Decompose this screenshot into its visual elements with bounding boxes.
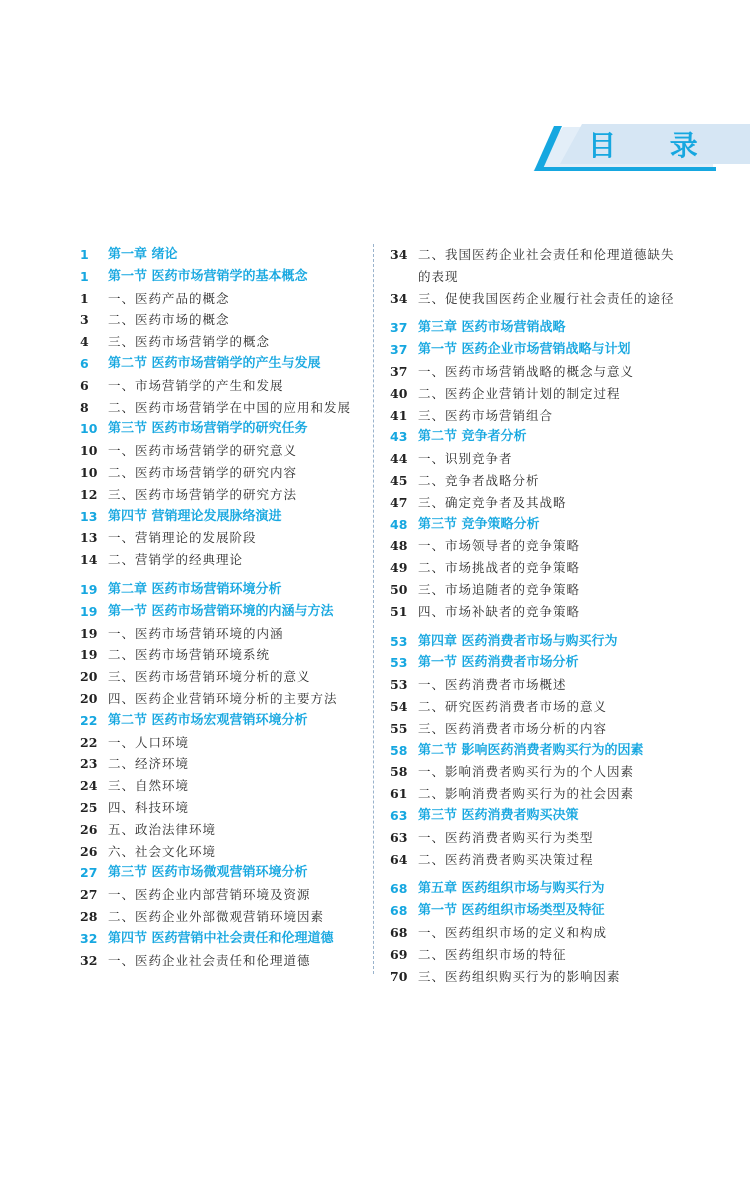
toc-entry-title: 四、医药企业营销环境分析的主要方法 — [108, 690, 338, 706]
toc-entry-title: 三、医药组织购买行为的影响因素 — [418, 968, 621, 984]
toc-chapter-row — [80, 579, 365, 601]
toc-section-row — [80, 862, 365, 884]
toc-page-number: 48 — [390, 516, 408, 532]
toc-entry-title: 三、医药消费者市场分析的内容 — [418, 720, 608, 736]
toc-item-row — [80, 484, 365, 506]
toc-item-row — [390, 922, 680, 944]
toc-page-number: 20 — [80, 669, 98, 685]
toc-page-number: 27 — [80, 865, 98, 881]
toc-entry-title: 二、营销学的经典理论 — [108, 552, 244, 568]
column-divider — [373, 244, 374, 974]
toc-item-row — [80, 884, 365, 906]
toc-entry-title: 一、医药组织市场的定义和构成 — [418, 924, 608, 940]
toc-entry-title: 三、自然环境 — [108, 778, 190, 794]
toc-page-number: 61 — [390, 786, 408, 802]
toc-page-number: 3 — [80, 312, 89, 328]
toc-item-row — [80, 906, 365, 928]
toc-page-number: 58 — [390, 764, 408, 780]
toc-page-number: 43 — [390, 429, 408, 445]
toc-page-number: 68 — [390, 903, 408, 919]
toc-item-row — [80, 527, 365, 549]
toc-section-row — [390, 339, 680, 361]
toc-item-row — [390, 696, 680, 718]
toc-entry-title: 三、医药市场营销环境分析的意义 — [108, 669, 311, 685]
toc-entry-title: 二、医药市场营销学的研究内容 — [108, 464, 298, 480]
page-title: 目 录 — [588, 129, 720, 162]
toc-entry-title: 第三节 竞争策略分析 — [418, 516, 540, 532]
toc-item-row — [80, 331, 365, 353]
toc-page-number: 23 — [80, 756, 98, 772]
toc-page-number: 24 — [80, 778, 98, 794]
toc-page-number: 22 — [80, 734, 98, 750]
toc-page-number: 34 — [390, 247, 408, 262]
toc-item-row — [80, 623, 365, 645]
toc-item-row — [390, 783, 680, 805]
toc-page-number: 10 — [80, 421, 98, 437]
toc-entry-title: 第一节 医药企业市场营销战略与计划 — [418, 342, 631, 358]
toc-page-number: 13 — [80, 530, 98, 546]
toc-entry-title: 三、促使我国医药企业履行社会责任的途径 — [418, 290, 675, 306]
toc-chapter-row — [390, 878, 680, 900]
toc-item-row — [390, 718, 680, 740]
toc-page-number: 10 — [80, 464, 98, 480]
toc-page-number: 45 — [390, 472, 408, 488]
toc-page-number: 48 — [390, 538, 408, 554]
toc-entry-title: 第四章 医药消费者市场与购买行为 — [418, 633, 618, 649]
toc-page-number: 53 — [390, 633, 408, 649]
toc-page-number: 50 — [390, 581, 408, 597]
toc-item-row — [390, 405, 680, 427]
toc-section-row — [80, 266, 365, 288]
toc-page-number: 63 — [390, 829, 408, 845]
toc-entry-title: 二、医药市场营销环境系统 — [108, 647, 271, 663]
toc-section-row — [390, 426, 680, 448]
toc-item-row — [80, 644, 365, 666]
toc-item-row — [80, 732, 365, 754]
toc-entry-title: 二、研究医药消费者市场的意义 — [418, 698, 608, 714]
toc-page-number: 53 — [390, 655, 408, 671]
toc-entry-title: 二、影响消费者购买行为的社会因素 — [418, 786, 635, 802]
toc-entry-title: 一、医药产品的概念 — [108, 290, 230, 306]
toc-entry-title: 第三章 医药市场营销战略 — [418, 320, 566, 336]
toc-entry-title: 第二节 竞争者分析 — [418, 429, 527, 445]
toc-page-number: 69 — [390, 946, 408, 962]
toc-entry-title: 第一节 医药市场营销环境的内涵与方法 — [108, 603, 334, 619]
toc-section-row — [80, 506, 365, 528]
toc-item-row — [390, 579, 680, 601]
toc-entry-title: 二、医药企业营销计划的制定过程 — [418, 385, 621, 401]
toc-page-number: 32 — [80, 930, 98, 946]
toc-item-row — [390, 448, 680, 470]
toc-section-row — [80, 928, 365, 950]
toc-column-left — [80, 244, 365, 971]
toc-item-row — [390, 470, 680, 492]
toc-page-number: 25 — [80, 799, 98, 815]
toc-section-row — [390, 514, 680, 536]
toc-item-row — [390, 492, 680, 514]
toc-page-number: 49 — [390, 560, 408, 576]
toc-entry-title: 一、医药消费者购买行为类型 — [418, 829, 594, 845]
toc-entry-title: 一、医药市场营销学的研究意义 — [108, 443, 298, 459]
toc-item-row — [80, 462, 365, 484]
toc-item-row — [390, 944, 680, 966]
toc-entry-title: 一、影响消费者购买行为的个人因素 — [418, 764, 635, 780]
toc-item-row — [80, 841, 365, 863]
toc-chapter-row — [80, 244, 365, 266]
toc-page-number: 68 — [390, 881, 408, 897]
toc-entry-title: 三、市场追随者的竞争策略 — [418, 581, 581, 597]
toc-entry-title: 第一节 医药消费者市场分析 — [418, 655, 579, 671]
toc-entry-title: 二、医药市场的概念 — [108, 312, 230, 328]
toc-entry-title: 第五章 医药组织市场与购买行为 — [418, 881, 605, 897]
toc-entry-title: 六、社会文化环境 — [108, 843, 217, 859]
toc-section-row — [80, 418, 365, 440]
toc-page-number: 47 — [390, 494, 408, 510]
toc-entry-title: 一、医药企业内部营销环境及资源 — [108, 887, 311, 903]
toc-item-row — [80, 440, 365, 462]
toc-page-number: 37 — [390, 342, 408, 358]
toc-item-row — [80, 950, 365, 972]
toc-entry-title: 第一节 医药市场营销学的基本概念 — [108, 268, 308, 284]
toc-entry-title: 第一章 绪论 — [108, 247, 178, 262]
toc-item-row — [80, 375, 365, 397]
toc-item-row — [80, 666, 365, 688]
toc-entry-title: 一、营销理论的发展阶段 — [108, 530, 257, 546]
toc-page-number: 41 — [390, 407, 408, 423]
toc-item-row — [80, 775, 365, 797]
toc-entry-title: 二、医药消费者购买决策过程 — [418, 851, 594, 867]
toc-page-number: 1 — [80, 290, 89, 306]
toc-entry-title: 第三节 医药市场营销学的研究任务 — [108, 421, 308, 437]
toc-entry-title: 第二节 医药市场营销学的产生与发展 — [108, 355, 321, 371]
toc-section-row — [80, 601, 365, 623]
toc-entry-title: 一、医药企业社会责任和伦理道德 — [108, 952, 311, 968]
toc-item-row — [80, 688, 365, 710]
toc-item-row — [390, 849, 680, 871]
toc-page-number: 12 — [80, 486, 98, 502]
toc-entry-title: 五、政治法律环境 — [108, 821, 217, 837]
toc-section-row — [390, 740, 680, 762]
toc-column-right — [390, 244, 680, 987]
toc-page-number: 20 — [80, 690, 98, 706]
toc-item-row — [390, 761, 680, 783]
toc-entry-title: 三、医药市场营销组合 — [418, 407, 554, 423]
toc-entry-title: 一、人口环境 — [108, 734, 190, 750]
toc-entry-title: 三、医药市场营销学的概念 — [108, 334, 271, 350]
toc-page-number: 44 — [390, 451, 408, 467]
toc-page-number: 10 — [80, 443, 98, 459]
toc-chapter-row — [390, 631, 680, 653]
toc-section-row — [80, 353, 365, 375]
toc-entry-title: 第三节 医药市场微观营销环境分析 — [108, 865, 308, 881]
toc-entry-title: 第四节 营销理论发展脉络演进 — [108, 508, 282, 524]
toc-entry-title: 二、医药企业外部微观营销环境因素 — [108, 908, 325, 924]
toc-page-number: 27 — [80, 887, 98, 903]
toc-section-row — [390, 805, 680, 827]
toc-item-row — [390, 535, 680, 557]
toc-page-number: 14 — [80, 552, 98, 568]
toc-page-number: 40 — [390, 385, 408, 401]
toc-page-number: 19 — [80, 581, 98, 597]
toc-item-row — [390, 288, 680, 310]
toc-item-row — [390, 674, 680, 696]
toc-entry-title: 二、市场挑战者的竞争策略 — [418, 560, 581, 576]
toc-entry-title: 第二节 影响医药消费者购买行为的因素 — [418, 742, 644, 758]
toc-entry-title: 一、医药消费者市场概述 — [418, 677, 567, 693]
toc-item-row — [80, 309, 365, 331]
toc-entry-title: 一、医药市场营销环境的内涵 — [108, 625, 284, 641]
toc-item-row — [390, 557, 680, 579]
toc-page-number: 37 — [390, 363, 408, 379]
toc-item-row — [390, 361, 680, 383]
toc-entry-title: 二、医药市场营销学在中国的应用和发展 — [108, 399, 352, 415]
toc-page-number: 19 — [80, 647, 98, 663]
toc-page-number: 37 — [390, 320, 408, 336]
banner-underline — [540, 167, 716, 171]
toc-page-number: 70 — [390, 968, 408, 984]
toc-item-row — [390, 601, 680, 623]
toc-entry-title: 第一节 医药组织市场类型及特征 — [418, 903, 605, 919]
toc-page-number: 6 — [80, 377, 89, 393]
toc-item-row — [390, 966, 680, 988]
toc-entry-title: 二、医药组织市场的特征 — [418, 946, 567, 962]
toc-entry-title: 二、我国医药企业社会责任和伦理道德缺失的表现 — [418, 247, 675, 284]
toc-entry-title: 一、市场领导者的竞争策略 — [418, 538, 581, 554]
toc-page-number: 19 — [80, 603, 98, 619]
toc-entry-title: 三、确定竞争者及其战略 — [418, 494, 567, 510]
toc-entry-title: 第四节 医药营销中社会责任和伦理道德 — [108, 930, 334, 946]
toc-page-number: 4 — [80, 334, 89, 350]
toc-page-number: 22 — [80, 712, 98, 728]
toc-page-number: 28 — [80, 908, 98, 924]
toc-entry-title: 二、经济环境 — [108, 756, 190, 772]
toc-page-number: 58 — [390, 742, 408, 758]
toc-item-row — [390, 244, 680, 288]
toc-page-number: 55 — [390, 720, 408, 736]
toc-page-number: 13 — [80, 508, 98, 524]
toc-entry-title: 一、医药市场营销战略的概念与意义 — [418, 363, 635, 379]
toc-page-number: 1 — [80, 247, 89, 262]
toc-entry-title: 四、市场补缺者的竞争策略 — [418, 603, 581, 619]
toc-item-row — [80, 753, 365, 775]
toc-item-row — [80, 549, 365, 571]
toc-section-row — [80, 710, 365, 732]
toc-item-row — [390, 827, 680, 849]
toc-entry-title: 四、科技环境 — [108, 799, 190, 815]
toc-entry-title: 一、识别竞争者 — [418, 451, 513, 467]
toc-page-number: 51 — [390, 603, 408, 619]
toc-entry-title: 三、医药市场营销学的研究方法 — [108, 486, 298, 502]
toc-item-row — [80, 397, 365, 419]
toc-page-number: 26 — [80, 843, 98, 859]
toc-section-row — [390, 900, 680, 922]
toc-section-row — [390, 652, 680, 674]
toc-page-number: 64 — [390, 851, 408, 867]
toc-chapter-row — [390, 317, 680, 339]
toc-entry-title: 一、市场营销学的产生和发展 — [108, 377, 284, 393]
toc-entry-title: 二、竞争者战略分析 — [418, 472, 540, 488]
toc-entry-title: 第三节 医药消费者购买决策 — [418, 807, 579, 823]
toc-page-number: 63 — [390, 807, 408, 823]
toc-page-number: 34 — [390, 290, 408, 306]
toc-entry-title: 第二章 医药市场营销环境分析 — [108, 581, 282, 597]
toc-item-row — [80, 288, 365, 310]
toc-item-row — [80, 819, 365, 841]
toc-page-number: 32 — [80, 952, 98, 968]
toc-item-row — [390, 383, 680, 405]
toc-page-number: 26 — [80, 821, 98, 837]
toc-entry-title: 第二节 医药市场宏观营销环境分析 — [108, 712, 308, 728]
toc-header — [0, 0, 750, 190]
toc-page-number: 6 — [80, 355, 89, 371]
toc-page-number: 8 — [80, 399, 89, 415]
toc-page-number: 68 — [390, 924, 408, 940]
toc-page-number: 19 — [80, 625, 98, 641]
toc-page-number: 53 — [390, 677, 408, 693]
toc-item-row — [80, 797, 365, 819]
toc-page-number: 1 — [80, 268, 89, 284]
toc-page-number: 54 — [390, 698, 408, 714]
